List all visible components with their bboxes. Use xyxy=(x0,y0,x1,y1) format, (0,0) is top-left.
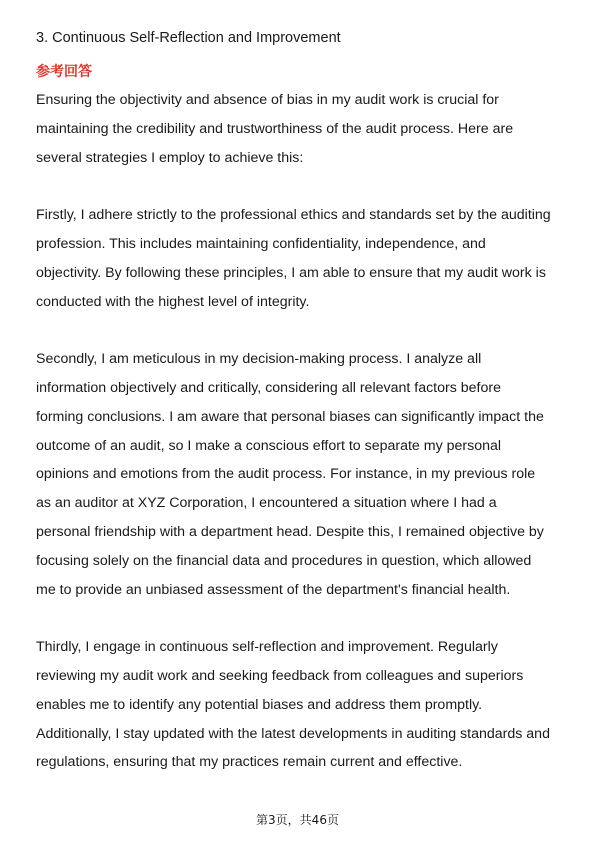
text-line: focusing solely on the financial data and procedures in question, which allowed xyxy=(36,552,532,569)
text-line: personal friendship with a department head. Despite this, I remained objective by xyxy=(36,523,544,540)
text-line: reviewing my audit work and seeking feedback from colleagues and superiors xyxy=(36,667,524,684)
paragraph-intro xyxy=(36,86,562,172)
paragraph-secondly xyxy=(36,345,562,604)
answer-body xyxy=(36,86,562,806)
text-line: several strategies I employ to achieve this: xyxy=(36,149,304,166)
paragraph-firstly xyxy=(36,201,562,316)
page-number-footer: 第3页，共46页 xyxy=(256,813,339,827)
text-line: Additionally, I stay updated with the latest developments in auditing standards and xyxy=(36,725,550,742)
text-line: Firstly, I adhere strictly to the professional ethics and standards set by the auditing xyxy=(36,207,551,224)
text-line: outcome of an audit, so I make a conscious effort to separate my personal xyxy=(36,437,502,454)
reference-answer-label: 参考回答 xyxy=(36,64,92,80)
text-line: regulations, ensuring that my practices remain current and effective. xyxy=(36,754,463,771)
text-line: maintaining the credibility and trustworthiness of the audit process. Here are xyxy=(36,120,514,137)
text-line: Thirdly, I engage in continuous self-reflection and improvement. Regularly xyxy=(36,639,498,656)
text-line: enables me to identify any potential biases and address them promptly. xyxy=(36,696,483,713)
text-line: me to provide an unbiased assessment of the department's financial health. xyxy=(36,581,511,598)
text-line: information objectively and critically, considering all relevant factors before xyxy=(36,379,501,396)
text-line: Secondly, I am meticulous in my decision-making process. I analyze all xyxy=(36,351,482,368)
section-heading: 3. Continuous Self-Reflection and Improvement xyxy=(36,30,341,46)
text-line: conducted with the highest level of integrity. xyxy=(36,293,310,310)
text-line: objectivity. By following these principles, I am able to ensure that my audit work is xyxy=(36,264,546,281)
text-line: as an auditor at XYZ Corporation, I encountered a situation where I had a xyxy=(36,495,497,512)
text-line: profession. This includes maintaining confidentiality, independence, and xyxy=(36,235,486,252)
paragraph-thirdly xyxy=(36,633,562,777)
text-line: opinions and emotions from the audit process. For instance, in my previous role xyxy=(36,466,536,483)
text-line: forming conclusions. I am aware that personal biases can significantly impact the xyxy=(36,408,544,425)
text-line: Ensuring the objectivity and absence of bias in my audit work is crucial for xyxy=(36,92,499,108)
